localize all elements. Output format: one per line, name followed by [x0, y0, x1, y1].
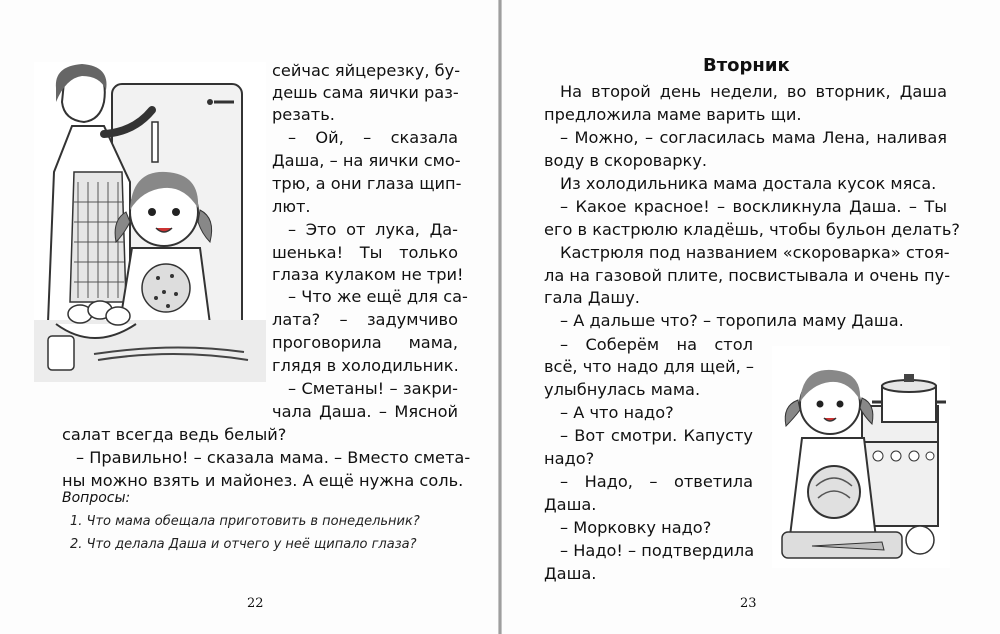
left-text-line: – Это от лука, Да-	[288, 220, 458, 239]
illustration-mother-daughter-kitchen	[34, 62, 266, 382]
left-text-line: Даша, – на яички смо-	[272, 151, 461, 170]
question-item: 1. Что мама обещала приготовить в понедельник?	[70, 514, 420, 529]
right-text-line: – Соберём на стол	[560, 335, 753, 354]
left-text-line: – Что же ещё для са-	[288, 287, 468, 306]
right-text-line: – А что надо?	[560, 403, 674, 422]
left-text-line: – Правильно! – сказала мама. – Вместо смета-	[76, 448, 471, 467]
left-text-line: проговорила мама,	[272, 333, 458, 352]
question-item: 2. Что делала Даша и отчего у неё щипало глаза?	[70, 537, 417, 552]
right-text-line: Из холодильника мама достала кусок мяса.	[560, 174, 937, 193]
left-text-line: глаза кулаком не три!	[272, 265, 464, 284]
page-number: 22	[247, 596, 264, 611]
left-text-line: ны можно взять и майонез. А ещё нужна соль.	[62, 471, 464, 490]
right-text-line: – Морковку надо?	[560, 518, 712, 537]
page-number: 23	[740, 596, 757, 611]
left-text-line: резать.	[272, 105, 335, 124]
chapter-title: Вторник	[703, 55, 790, 76]
right-text-line: – А дальше что? – торопила маму Даша.	[560, 311, 904, 330]
right-text-line: На второй день недели, во вторник, Даша	[560, 82, 947, 101]
left-text-line: салат всегда ведь белый?	[62, 425, 287, 444]
right-text-line: Даша.	[544, 564, 597, 583]
left-text-line: чала Даша. – Мясной	[272, 402, 458, 421]
right-text-line: его в кастрюлю кладёшь, чтобы бульон делать?	[544, 220, 960, 239]
right-text-line: – Надо! – подтвердила	[560, 541, 755, 560]
right-text-line: ла на газовой плите, посвистывала и очень пу-	[544, 266, 951, 285]
questions-heading: Вопросы:	[62, 490, 131, 506]
left-text-line: дешь сама яички раз-	[272, 83, 459, 102]
right-text-line: – Какое красное! – воскликнула Даша. – Ты	[560, 197, 947, 216]
left-text-line: – Ой, – сказала	[288, 128, 458, 147]
right-text-line: гала Дашу.	[544, 288, 640, 307]
right-text-line: воду в скороварку.	[544, 151, 708, 170]
illustration-girl-cabbage-stove	[772, 346, 950, 568]
right-text-line: надо?	[544, 449, 595, 468]
left-text-line: лата? – задумчиво	[272, 310, 458, 329]
left-text-line: – Сметаны! – закри-	[288, 379, 458, 398]
left-text-line: лют.	[272, 197, 311, 216]
right-text-line: всё, что надо для щей, –	[544, 357, 755, 376]
left-text-line: глядя в холодильник.	[272, 356, 459, 375]
right-text-line: улыбнулась мама.	[544, 380, 701, 399]
left-text-line: сейчас яйцерезку, бу-	[272, 61, 461, 80]
left-text-line: трю, а они глаза щип-	[272, 174, 462, 193]
right-text-line: Кастрюля под названием «скороварка» стоя-	[560, 243, 950, 262]
right-text-line: – Можно, – согласилась мама Лена, наливая	[560, 128, 947, 147]
left-text-line: шенька! Ты только	[272, 243, 458, 262]
left-page	[0, 0, 498, 634]
right-text-line: – Вот смотри. Капусту	[560, 426, 753, 445]
right-text-line: Даша.	[544, 495, 597, 514]
right-text-line: – Надо, – ответила	[560, 472, 753, 491]
right-text-line: предложила маме варить щи.	[544, 105, 802, 124]
right-page	[502, 0, 1000, 634]
